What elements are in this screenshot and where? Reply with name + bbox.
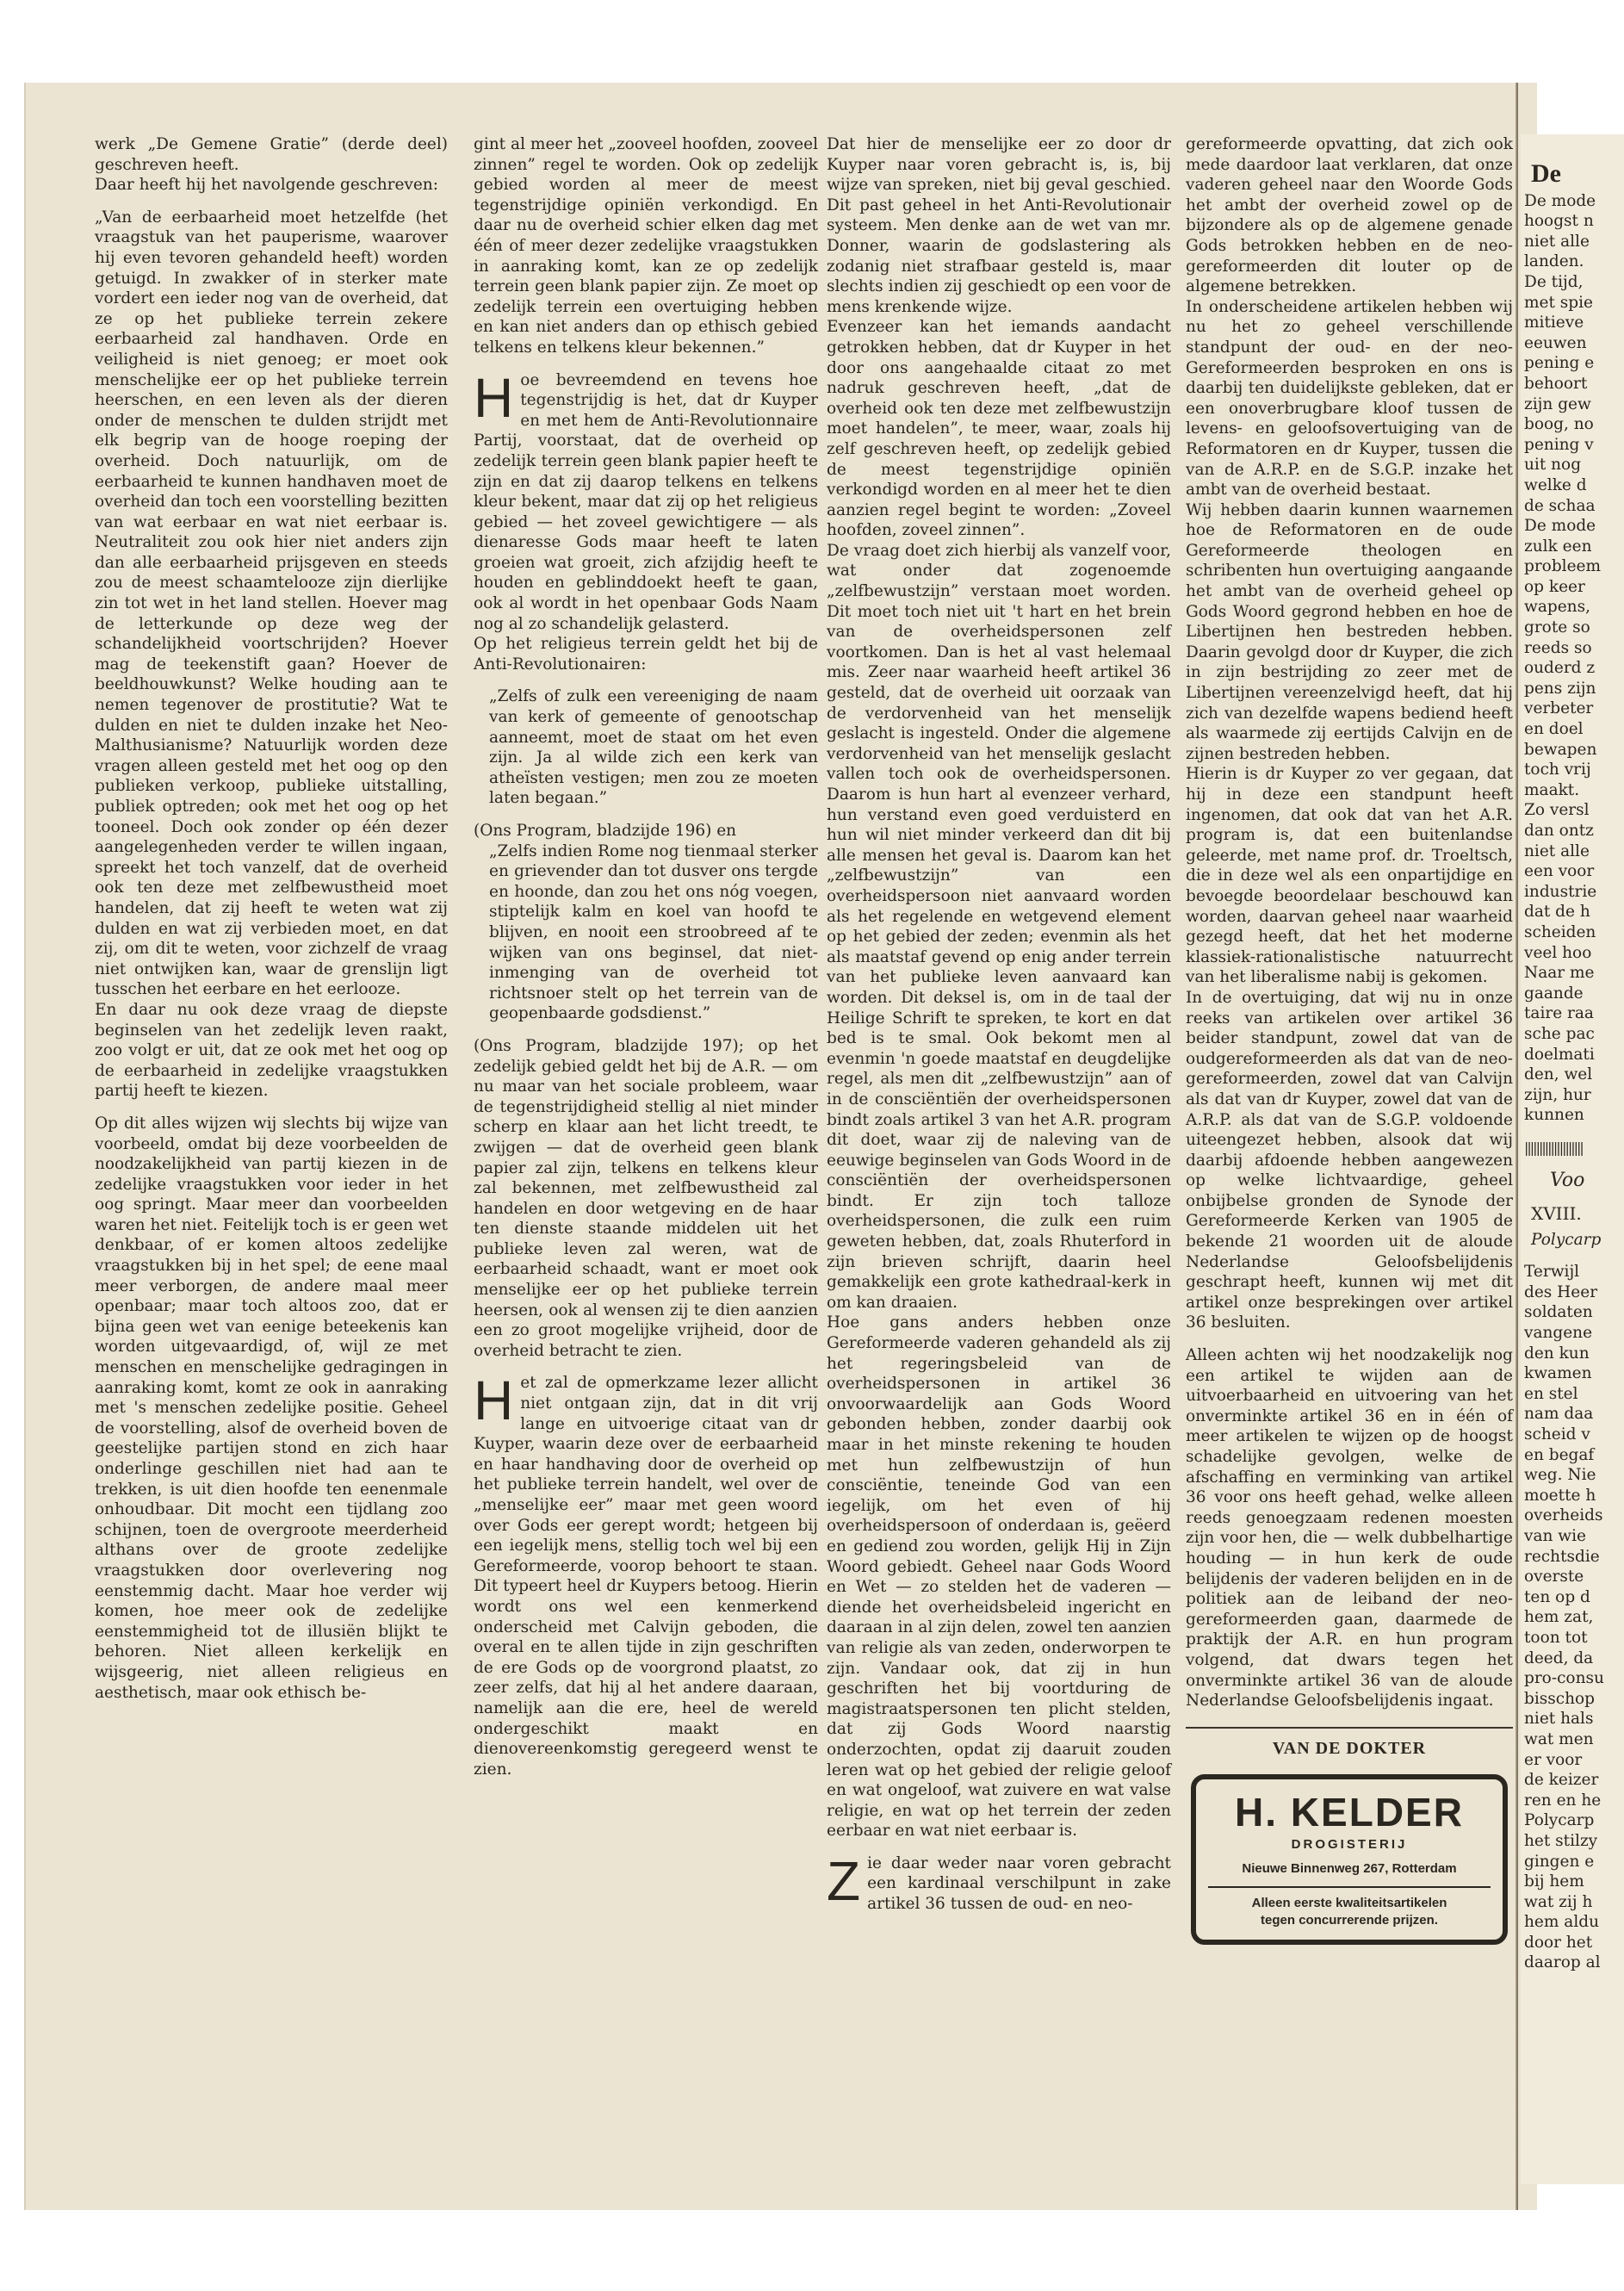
adjacent-line: niet hals	[1524, 1710, 1594, 1729]
adjacent-line: bisschop	[1524, 1689, 1596, 1708]
paragraph: In de overtuiging, dat wij nu in onze reeks van artikelen over artikel 36 beider standpunt, zowel dat van de oudgereformeerden als dat van de neo-gereformeerden, zowel dat van Calvijn als dat van dr Kuyper, zowel dat van de A.R.P. als dat van de S.G.P. voldoende uiteengezet hebben, alsook dat wij daarbij afdoende hebben aangewezen op welke lichtvaardige, geheel onbijbelse gronden de Synode der Gereformeerde Kerken van 1905 de bekende 21 woorden uit de aloude Nederlandse Geloofsbelijdenis geschrapt heeft, kunnen wij met dit artikel onze besprekingen over artikel 36 besluiten.	[1186, 988, 1513, 1332]
adjacent-line: en doel	[1524, 720, 1584, 739]
adjacent-line: zijn gew	[1524, 394, 1591, 413]
adjacent-line: behoort	[1524, 374, 1588, 393]
drop-cap: H	[474, 366, 514, 429]
adjacent-line: het stilzy	[1524, 1831, 1598, 1850]
paragraph: Daar heeft hij het navolgende geschreven:	[95, 176, 438, 195]
paragraph: werk „De Gemene Gratie” (derde deel) geschreven heeft.	[95, 135, 448, 174]
paragraph: In onderscheidene artikelen hebben wij nu het zo geheel verschillende standpunt der oud- en der neo-Gereformeerden besproken en ons is daarbij ten duidelijkste gebleken, dat er een onoverbrugbare kloof tussen de levens- en geloofsovertuiging van de Reformatoren en dr Kuyper, tussen die van de A.R.P. en de S.G.P. inzake het ambt van de overheid bestaat.	[1186, 297, 1513, 500]
adjacent-line: probleem	[1524, 557, 1602, 576]
adjacent-line: eeuwen	[1524, 333, 1587, 352]
adjacent-line: landen.	[1524, 252, 1584, 271]
adjacent-line: welke d	[1524, 475, 1587, 494]
adjacent-line: De mode	[1524, 517, 1596, 536]
adjacent-heading: De	[1531, 159, 1561, 188]
column-1	[95, 134, 448, 1703]
paragraph: Hierin is dr Kuyper zo ver gegaan, dat hij in deze een standpunt heeft ingenomen, dat ook dat van het A.R. program is, dat een buitenlandse geleerde, met name prof. dr. Troeltsch, die in deze wel als een onpartijdige en bevoegde beoordelaar beschouwd kan worden, daarvan geheel naar waarheid gezegd heeft, dat het het moderne klassiek-rationalistische natuurrecht van het liberalisme nabij is gekomen.	[1186, 765, 1513, 987]
adjacent-line: deed, da	[1524, 1648, 1594, 1667]
adjacent-line: met spie	[1524, 293, 1594, 312]
adjacent-line: gaande	[1524, 984, 1584, 1003]
drop-cap: Z	[827, 1849, 861, 1912]
adjacent-line: zulk een	[1524, 537, 1592, 556]
adjacent-line: bij hem	[1524, 1872, 1584, 1891]
adjacent-line: den kun	[1524, 1344, 1590, 1363]
adjacent-line: gingen e	[1524, 1852, 1595, 1871]
paragraph: Evenzeer kan het iemands aandacht getrokken hebben, dat dr Kuyper in het door ons aangehaalde citaat zo met nadruk geschreven heeft, „dat de overheid ook ten deze met zelfbewustzijn moet handelen”, te meer, waar, zoals hij zelf geschreven heeft, op zedelijk gebied de meest tegenstrijdige opiniën verkondigd worden en al meer het te dien aanzien regel begint te worden: „Zoveel hoofden, zoveel zinnen”.	[827, 318, 1171, 540]
adjacent-line: kwamen	[1524, 1364, 1592, 1383]
adjacent-page	[1521, 134, 1624, 2184]
adjacent-line: scheiden	[1524, 922, 1596, 941]
adjacent-line: pens zijn	[1524, 679, 1596, 698]
ad-subtitle: DROGISTERIJ	[1291, 1837, 1408, 1853]
adjacent-line: pening e	[1524, 354, 1595, 373]
column-3	[827, 134, 1171, 1915]
adjacent-line: De tijd,	[1524, 272, 1584, 291]
adjacent-line: Polycarp	[1524, 1811, 1595, 1830]
adjacent-line: des Heer	[1524, 1282, 1598, 1301]
adjacent-line: veel hoo	[1524, 943, 1592, 962]
adjacent-line: toch vrij	[1524, 761, 1591, 779]
adjacent-line: toon tot	[1524, 1628, 1588, 1647]
adjacent-line: nam daa	[1524, 1405, 1594, 1424]
adjacent-line: daarop al	[1524, 1953, 1601, 1972]
divider	[1186, 1727, 1513, 1729]
newspaper-page	[24, 83, 1604, 2210]
adjacent-line: Terwijl	[1524, 1263, 1580, 1282]
paragraph: En daar nu ook deze vraag de diepste beginselen van het zedelijk leven raakt, zoo volgt er uit, dat ze ook met het oog op de eerbaarheid in zedelijke vraagstukken partij heeft te kiezen.	[95, 1000, 448, 1101]
adjacent-line: pening v	[1524, 435, 1594, 454]
adjacent-line: sche pac	[1524, 1024, 1595, 1043]
adjacent-line: dat de h	[1524, 903, 1590, 922]
ad-address: Nieuwe Binnenweg 267, Rotterdam	[1242, 1860, 1457, 1876]
adjacent-line: door het	[1524, 1933, 1593, 1952]
adjacent-line: Zo versl	[1524, 801, 1590, 820]
adjacent-line: de keizer	[1524, 1771, 1599, 1790]
paragraph: Wij hebben daarin kunnen waarnemen hoe de Reformatoren en de oude Gereformeerde theologen en schribenten hun overtuiging aangaande het ambt van de overheid geheel op Gods Woord gegrond hebben en hoe de Libertijnen hen bestreden hebben. Daarin gevolgd door dr Kuyper, die zich in zijn bestrijding zo zeer met de Libertijnen vereenzelvigd heeft, dat hij zich van dezelfde wapens bediend heeft als waarmede zij eertijds Calvijn en de zijnen bestreden hebben.	[1186, 500, 1513, 763]
adjacent-text-b	[1521, 1262, 1624, 1973]
citation: (Ons Program, bladzijde 196) en	[474, 822, 737, 840]
quote-paragraph: „Zelfs indien Rome nog tienmaal sterker en grievender dan tot dusver ons tergde en hoonde, dan zou het ons nóg voegen, stiptelijk kalm en koel van hoofd te blijven, en nooit een stroobreed af te wijken van ons beginsel, dat niet-inmenging van de overheid tot richtsnoer stelt op het terrein van de geopenbaarde godsdienst.”	[489, 841, 818, 1023]
paragraph: Op dit alles wijzen wij slechts bij wijze van voorbeeld, omdat bij deze voorbeelden de noodzakelijkheid van partij kiezen in de zedelijke vraagstukken voor ieder in het oog springt. Maar meer dan voorbeelden waren het niet. Feitelijk toch is er geen wet denkbaar, of er komen altoos zedelijke vraagstukken bij in het spel; de eene maal meer verborgen, de andere maal meer openbaar; maar toch altoos zoo, dat er bijna geen wet van eenige beteekenis kan worden uitgevaardigd, of, wijl ze met menschen en menschelijke gedragingen in aanraking komt, komt ze ook in aanraking met 's menschen zedelijke positie. Geheel de voorstelling, alsof de overheid boven de geestelijke partijen stond en zich haar onderlinge geschillen niet had aan te trekken, is uit dien hoofde ten eenenmale onhoudbaar. Dit mocht een tijdlang zoo schijnen, toen de overgroote meerderheid althans over de groote zedelijke vraagstukken door overlevering nog eenstemmig dacht. Maar hoe verder wij komen, hoe meer ook de zedelijke eenstemmigheid tot de illusiën blijkt te behoren. Niet alleen kerkelijk en wijsgeerig, niet alleen religieus en aesthetisch, maar ook ethisch be-	[95, 1114, 448, 1702]
adjacent-line: ouderd z	[1524, 659, 1596, 678]
adjacent-text-a	[1521, 191, 1624, 1126]
paragraph: De vraag doet zich hierbij als vanzelf voor, wat onder dat zogenoemde „zelfbewustzijn” verstaan moet worden. Dit moet toch niet uit 't hart en het brein van de overheidspersonen zelf voortkomen. Dan is het al vast helemaal mis. Zeer naar waarheid heeft artikel 36 gesteld, dat de overheid uit oorzaak van de verdorvenheid van het menselijk geslacht is ingesteld. Onder die algemene verdorvenheid van het menselijk geslacht vallen toch ook de overheidspersonen. Daarom is hun hart al evenzeer verhard, hun verstand even goed verduisterd en hun wil niet minder verkeerd dan dit bij alle mensen het geval is. Daarom kan het „zelfbewustzijn” van een overheidspersoon niet aanvaard worden als het regelende en wetgevend element op het gebied der zeden; evenmin als het als maatstaf gevend op enig ander terrein van het publieke leven aanvaard kan worden. Dit deksel is, om in de taal der Heilige Schrift te spreken, te kort en dat bed is te smal. Ook bekomt men al evenmin 'n goede maatstaf en deugdelijke regel, als men dit „zelfbewustzijn” aan of in de consciëntiën der overheidspersonen bindt zoals artikel 3 van het A.R. program dit doet, waar zij de naleving van de eeuwige beginselen van Gods Woord in de consciëntiën der overheidspersonen bindt. Er zijn toch talloze overheidspersonen, die zulk een ruim geweten hebben, dat, zoals Rhuterford in zijn brieven schrijft, daarin heel gemakkelijk een grote kathedraal-kerk in om kan draaien.	[827, 541, 1171, 1312]
adjacent-line: doelmati	[1524, 1045, 1595, 1064]
adjacent-line: overste	[1524, 1568, 1584, 1586]
paragraph: gereformeerde opvatting, dat zich ook mede daardoor laat verklaren, dat onze vaderen geheel naar den Woorde Gods het ambt der overheid zowel op de bijzondere als op de algemene genade Gods betrokken hebben en de neo-gereformeerden dit louter op de algemene betrekken.	[1186, 135, 1513, 296]
adjacent-line: en begaf	[1524, 1445, 1595, 1464]
adjacent-line: boog, no	[1524, 415, 1594, 434]
adjacent-line: dan ontz	[1524, 822, 1594, 840]
adjacent-section-title: Voo	[1550, 1169, 1585, 1191]
section-title: VAN DE DOKTER	[1272, 1738, 1427, 1758]
paragraph: Hoe bevreemdend en tevens hoe tegenstrijdig is het, dat dr Kuyper en met hem de Anti-Revolutionnaire Partij, voorstaat, dat de overheid op zedelijk terrein geen blank papier heeft te zijn en dat zij daarop telkens en telkens kleur bekent, maar dat zij op het religieus gebied — het zoveel gewichtigere — als dienaresse Gods maar heeft te laten groeien wat groeit, zich afzijdig heeft te houden en geblinddoekt heeft te gaan, ook al wordt in het openbaar Gods Naam nog al zo schandelijk gelasterd.	[474, 366, 818, 633]
adjacent-line: grote so	[1524, 618, 1590, 637]
adjacent-line: kunnen	[1524, 1106, 1584, 1125]
quote-paragraph: „Zelfs of zulk een vereeniging de naam van kerk of gemeente of genootschap aanneemt, moet de staat om het even zijn. Ja al wilde zich een kerk van atheïsten vestigen; men zou ze moeten laten begaan.”	[489, 687, 818, 808]
adjacent-line: De mode	[1524, 191, 1596, 210]
paragraph: Dat hier de menselijke eer zo door dr Kuyper naar voren gebracht is, is, bij wijze van spreken, niet bij geval geschied. Dit past geheel in het Anti-Revolutionair systeem. Men denke aan de wet van mr. Donner, waarin de godslastering als zodanig niet strafbaar gesteld is, maar slechts indien zij geschiedt op een voor de mens krenkende wijze.	[827, 135, 1171, 316]
adjacent-line: bewapen	[1524, 740, 1597, 759]
adjacent-line: maakt.	[1524, 780, 1580, 799]
quote-paragraph: „Van de eerbaarheid moet hetzelfde (het vraagstuk van het pauperisme, waarover hij even tevoren gehandeld heeft) worden getuigd. In zwakker of in sterker mate vordert een ieder nog van de overheid, dat ze op het publieke terrein zekere eerbaarheid zal handhaven. Orde en veiligheid is niet genoeg; er moet ook menschelijke eer op het publieke terrein heerschen, en een leven als der dieren onder de menschen te dulden strijdt met elk begrip van de hooge roeping der overheid. Doch natuurlijk, om de eerbaarheid te kunnen handhaven moet de overheid dan toch een voorstelling bezitten van wat eerbaar en wat niet eerbaar is. Neutraliteit zou ook hier niet anders zijn dan alle eerbaarheid prijsgeven en steeds zou de meest schaamtelooze zijn dierlijke zin tot wet in het land stellen. Hoever mag de letterkunde op deze weg der schandelijkheid voortschrijden? Hoever mag de teekenstift gaan? Hoever de beeldhouwkunst? Welke houding aan te nemen tegenover de prostitutie? Wat te dulden en niet te dulden inzake het Neo-Malthusianisme? Natuurlijk worden deze vragen alleen gesteld met het oog op den publieken verkoop, publieke uitstalling, publiek optreden; ook met het oog op het tooneel. Doch ook zonder op één dezer aangelegenheden verder te willen ingaan, spreekt het toch vanzelf, dat de overheid ook ten deze met zelfbewustheid moet handelen, dat zij heeft te weten wat zij dulden en wat zij verbieden moet, en dat zij, om dit te weten, voor zichzelf de vraag niet ontwijken kan, waar de grenslijn ligt tusschen het eerbare en het eerlooze.	[95, 208, 448, 999]
paragraph: (Ons Program, bladzijde 197); op het zedelijk gebied geldt het bij de A.R. — om nu maar van het sociale probleem, waar de tegenstrijdigheid stellig al niet minder scherp en klaar aan het licht treedt, te zwijgen — dat de overheid geen blank papier zal zijn, telkens en telkens kleur zal bekennen, met zelfbewustheid zal handelen en door wetgeving en de haar ten dienste staande middelen uit het publieke leven zal weren, wat de eerbaarheid schaadt, want er moet ook menselijke eer op het publieke terrein heersen, ook al wensen zij te dien aanzien een zo groot mogelijke vrijheid, door de overheid betracht te zien.	[474, 1036, 818, 1360]
adjacent-line: een voor	[1524, 862, 1595, 881]
paragraph: Het zal de opmerkzame lezer allicht niet ontgaan zijn, dat in dit vrij lange en uitvoerige citaat van dr Kuyper, waarin deze over de eerbaarheid en haar handhaving door de overheid op het publieke terrein handelt, wel over de „menselijke eer” maar met geen woord over Gods eer gerept wordt; hetgeen bij een iegelijk mens, stellig toch wel bij een Gereformeerde, voorop behoort te staan. Dit typeert heel dr Kuypers betoog. Hierin wordt ons wel een kenmerkend onderscheid met Calvijn geboden, die overal en te allen tijde in zijn geschriften de ere Gods op de voorgrond plaatst, zo zeer zelfs, dat hij al het andere daaraan, namelijk aan die ere, heel de wereld ondergeschikt maakt en dienovereenkomstig geregeerd wenst te zien.	[474, 1369, 818, 1779]
adjacent-line: taire raa	[1524, 1004, 1594, 1023]
adjacent-line: er voor	[1524, 1750, 1583, 1769]
drop-cap: H	[474, 1369, 514, 1432]
page-fold	[1516, 83, 1518, 2210]
adjacent-line: weg. Nie	[1524, 1466, 1596, 1485]
adjacent-line: niet alle	[1524, 232, 1590, 251]
adjacent-line: ren en he	[1524, 1791, 1602, 1810]
paragraph: gint al meer het „zooveel hoofden, zooveel zinnen” regel te worden. Ook op zedelijk gebied worden al meer de meest tegenstrijdige opiniën verkondigd. En daar nu de overheid schier elken dag met één of meer dezer zedelijke vraagstukken in aanraking komt, kan ze op zedelijk terrein geen blank papier zijn. Ze moet op zedelijk terrein een overtuiging hebben en kan niet anders dan op ethisch gebied telkens en telkens kleur bekennen.”	[474, 135, 818, 357]
adjacent-line: hem aldu	[1524, 1913, 1599, 1932]
adjacent-line: reeds so	[1524, 638, 1592, 657]
adjacent-line: overheids	[1524, 1506, 1603, 1525]
adjacent-line: pro-consu	[1524, 1669, 1604, 1688]
adjacent-line: de schaa	[1524, 496, 1596, 515]
adjacent-line: mitieve	[1524, 314, 1584, 332]
adjacent-line: hem zat,	[1524, 1608, 1594, 1627]
divider-dots: ||||||||||||||||||||	[1524, 1139, 1583, 1156]
paragraph: Hoe gans anders hebben onze Gereformeerde vaderen gehandeld als zij het regeringsbeleid van de overheidspersonen in artikel 36 onvoorwaardelijk aan Gods Woord gebonden hebben, zonder daarbij ook maar in het minste rekening te houden met hun zelfbewustzijn of hun consciëntie, teneinde God van een iegelijk, om het even of hij overheidspersoon of onderdaan is, geëerd en gediend zou worden, gelijk Hij in Zijn Woord gebiedt. Geheel naar Gods Woord en Wet — zo stelden het de vaderen — diende het overheidsbeleid ingericht en daaraan in al zijn delen, zowel ten aanzien van religie als van zeden, onderworpen te zijn. Vandaar ook, dat zij in hun geschriften het bij voortduring de magistraatspersonen ten plicht stelden, dat zij Gods Woord naarstig onderzochten, opdat zij daaruit zouden leren wat op het gebied der religie geloof en wat ongeloof, wat zuivere en wat valse religie, en wat op het terrein der zeden eerbaar en wat niet eerbaar is.	[827, 1313, 1171, 1841]
adjacent-line: vangene	[1524, 1324, 1593, 1343]
ad-tagline: tegen concurrerende prijzen.	[1261, 1912, 1438, 1928]
adjacent-line: van wie	[1524, 1527, 1586, 1545]
adjacent-subtitle: Polycarp	[1531, 1230, 1602, 1249]
ad-divider	[1208, 1886, 1491, 1888]
adjacent-line: rechtsdie	[1524, 1547, 1600, 1566]
adjacent-numeral: XVIII.	[1531, 1203, 1582, 1225]
adjacent-line: niet alle	[1524, 841, 1590, 860]
adjacent-line: wat men	[1524, 1729, 1594, 1748]
adjacent-line: wat zij h	[1524, 1892, 1593, 1911]
adjacent-line: moette h	[1524, 1486, 1596, 1505]
adjacent-line: soldaten	[1524, 1303, 1593, 1322]
column-2	[474, 134, 818, 1779]
adjacent-line: den, wel	[1524, 1065, 1593, 1084]
adjacent-line: scheid v	[1524, 1425, 1590, 1444]
column-4	[1186, 134, 1513, 1945]
ad-name: H. KELDER	[1235, 1790, 1464, 1835]
adjacent-line: en stel	[1524, 1384, 1578, 1403]
advertisement	[1191, 1774, 1508, 1944]
ad-tagline: Alleen eerste kwaliteitsartikelen	[1251, 1895, 1447, 1910]
adjacent-line: hoogst n	[1524, 212, 1594, 231]
adjacent-line: ten op d	[1524, 1587, 1590, 1606]
paragraph: Zie daar weder naar voren gebracht een kardinaal verschilpunt in zake artikel 36 tussen de oud- en neo-	[827, 1849, 1171, 1914]
adjacent-line: op keer	[1524, 577, 1585, 596]
paragraph: Op het religieus terrein geldt het bij de Anti-Revolutionairen:	[474, 635, 818, 674]
adjacent-line: zijn, hur	[1524, 1085, 1591, 1104]
paragraph: Alleen achten wij het noodzakelijk nog een artikel te wijden aan de uitvoerbaarheid en uitvoering van het onverminkte artikel 36 en in één of meer artikelen te wijzen op de hoogst schadelijke gevolgen, welke de afschaffing en verminking van artikel 36 voor ons heeft gehad, welke alleen reeds genoegzaam redenen moesten zijn voor hen, die — welk dubbelhartige houding — in hun kerk de oude belijdenis der vaderen belijden en in de politiek aan de leiband der neo-gereformeerden gaan, daarmede de praktijk der A.R. en hun program volgend, dat dwars tegen het onverminkte artikel 36 van de aloude Nederlandse Geloofsbelijdenis ingaat.	[1186, 1346, 1513, 1710]
adjacent-line: verbeter	[1524, 699, 1594, 718]
adjacent-line: wapens,	[1524, 598, 1590, 617]
adjacent-line: industrie	[1524, 882, 1597, 901]
adjacent-line: uit nog	[1524, 456, 1582, 475]
adjacent-line: Naar me	[1524, 964, 1595, 983]
